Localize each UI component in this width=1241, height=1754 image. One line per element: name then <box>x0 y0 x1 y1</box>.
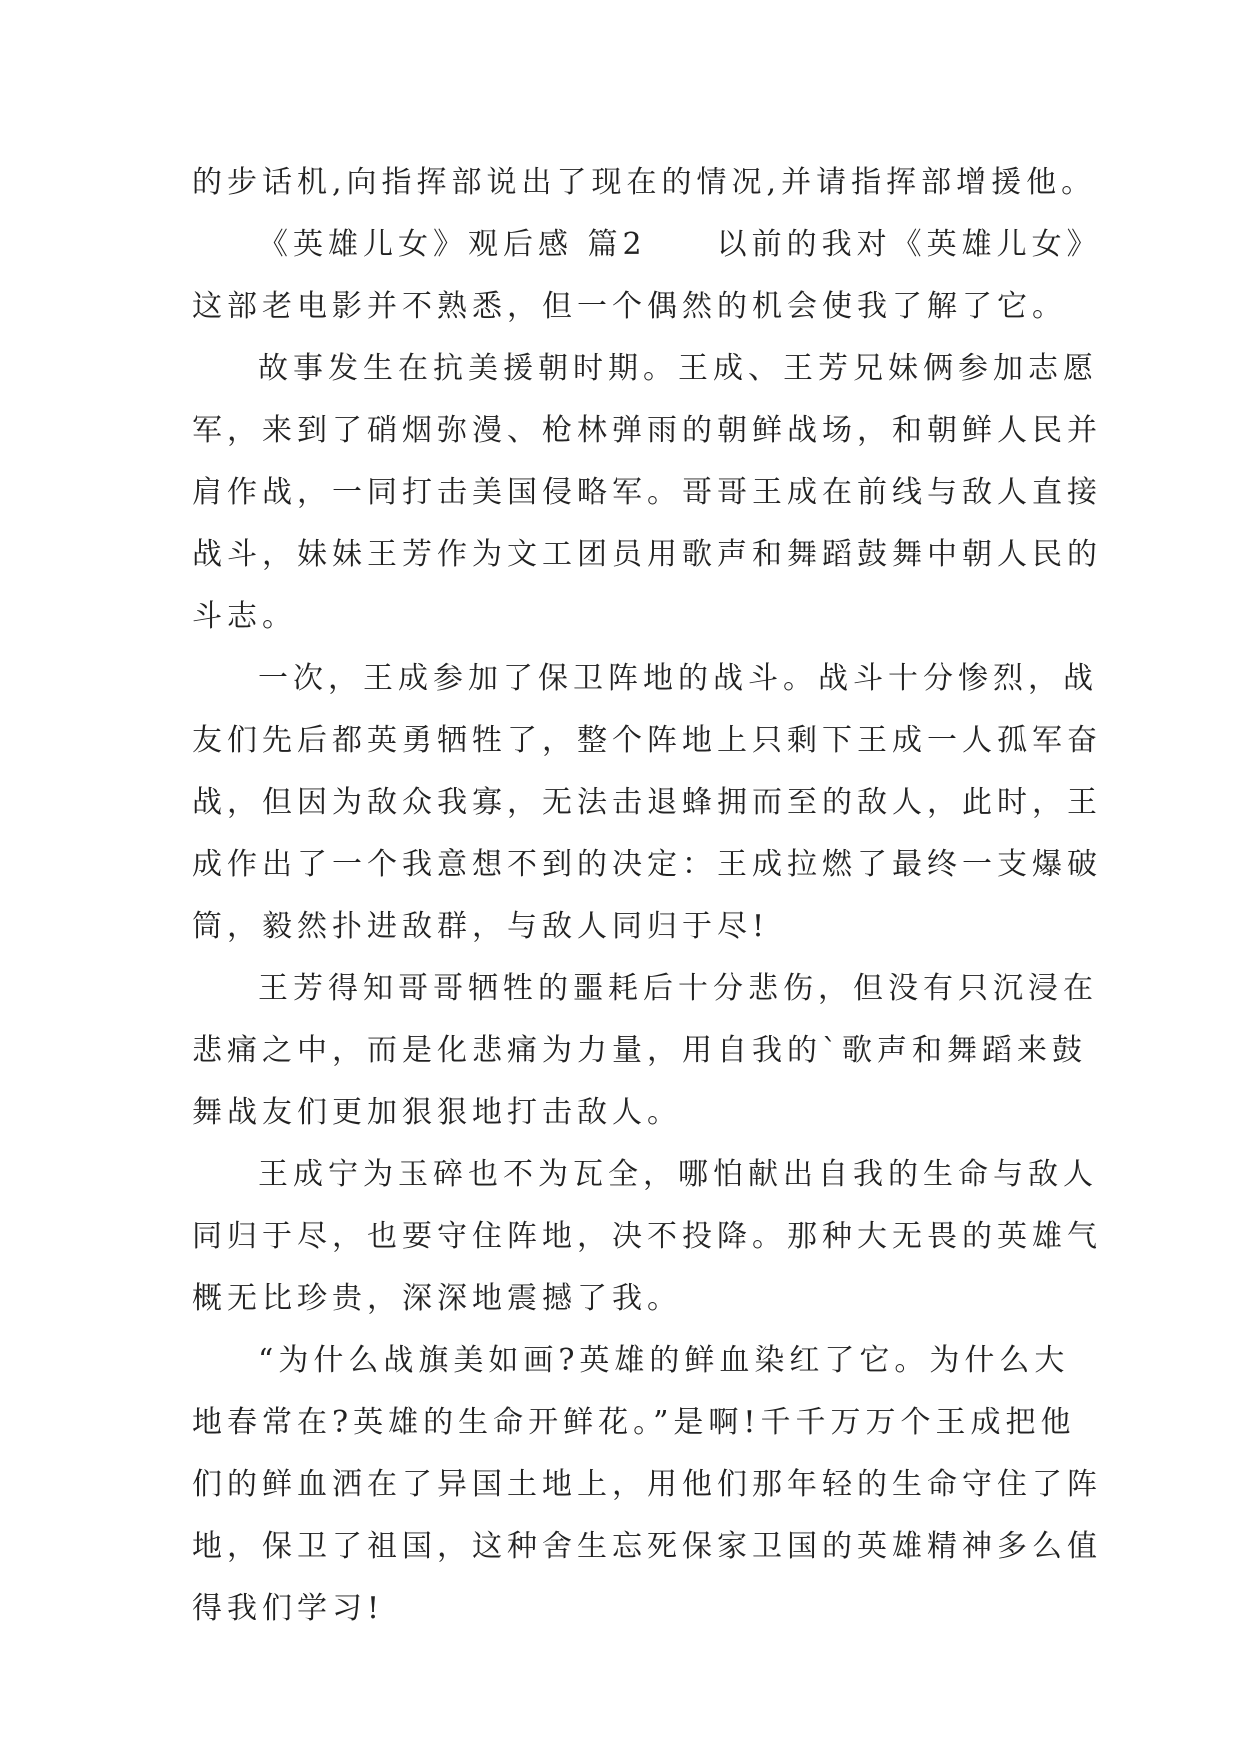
text-line: 肩作战，一同打击美国侵略军。哥哥王成在前线与敌人直接 <box>192 475 1102 510</box>
text-line: 舞战友们更加狠狠地打击敌人。 <box>192 1095 682 1130</box>
text-line: 这部老电影并不熟悉，但一个偶然的机会使我了解了它。 <box>192 289 1067 324</box>
text-line: 成作出了一个我意想不到的决定：王成拉燃了最终一支爆破 <box>192 847 1102 882</box>
document-body <box>192 152 1102 1640</box>
text-line: 悲痛之中，而是化悲痛为力量，用自我的`歌声和舞蹈来鼓 <box>192 1033 1087 1068</box>
section-heading-line: 《英雄儿女》观后感 篇2 以前的我对《英雄儿女》 <box>258 227 1102 262</box>
text-line: 战斗，妹妹王芳作为文工团员用歌声和舞蹈鼓舞中朝人民的 <box>192 537 1102 572</box>
paragraph-start: “为什么战旗美如画?英雄的鲜血染红了它。为什么大 <box>258 1343 1070 1378</box>
paragraph-start: 王成宁为玉碎也不为瓦全，哪怕献出自我的生命与敌人 <box>258 1157 1098 1192</box>
text-line: 们的鲜血洒在了异国土地上，用他们那年轻的生命守住了阵 <box>192 1467 1102 1502</box>
text-line: 筒，毅然扑进敌群，与敌人同归于尽! <box>192 909 770 944</box>
paragraph-start: 故事发生在抗美援朝时期。王成、王芳兄妹俩参加志愿 <box>258 351 1098 386</box>
text-line: 军，来到了硝烟弥漫、枪林弹雨的朝鲜战场，和朝鲜人民并 <box>192 413 1102 448</box>
text-line: 友们先后都英勇牺牲了，整个阵地上只剩下王成一人孤军奋 <box>192 723 1102 758</box>
paragraph-start: 王芳得知哥哥牺牲的噩耗后十分悲伤，但没有只沉浸在 <box>258 971 1098 1006</box>
text-line: 同归于尽，也要守住阵地，决不投降。那种大无畏的英雄气 <box>192 1219 1102 1254</box>
text-line: 的步话机,向指挥部说出了现在的情况,并请指挥部增援他。 <box>192 165 1097 200</box>
paragraph-start: 一次，王成参加了保卫阵地的战斗。战斗十分惨烈，战 <box>258 661 1098 696</box>
text-line: 战，但因为敌众我寡，无法击退蜂拥而至的敌人，此时，王 <box>192 785 1102 820</box>
text-line: 地，保卫了祖国，这种舍生忘死保家卫国的英雄精神多么值 <box>192 1529 1102 1564</box>
text-line: 斗志。 <box>192 599 297 634</box>
text-line: 地春常在?英雄的生命开鲜花。”是啊!千千万万个王成把他 <box>192 1405 1076 1440</box>
text-line: 概无比珍贵，深深地震撼了我。 <box>192 1281 682 1316</box>
text-line: 得我们学习! <box>192 1591 385 1626</box>
